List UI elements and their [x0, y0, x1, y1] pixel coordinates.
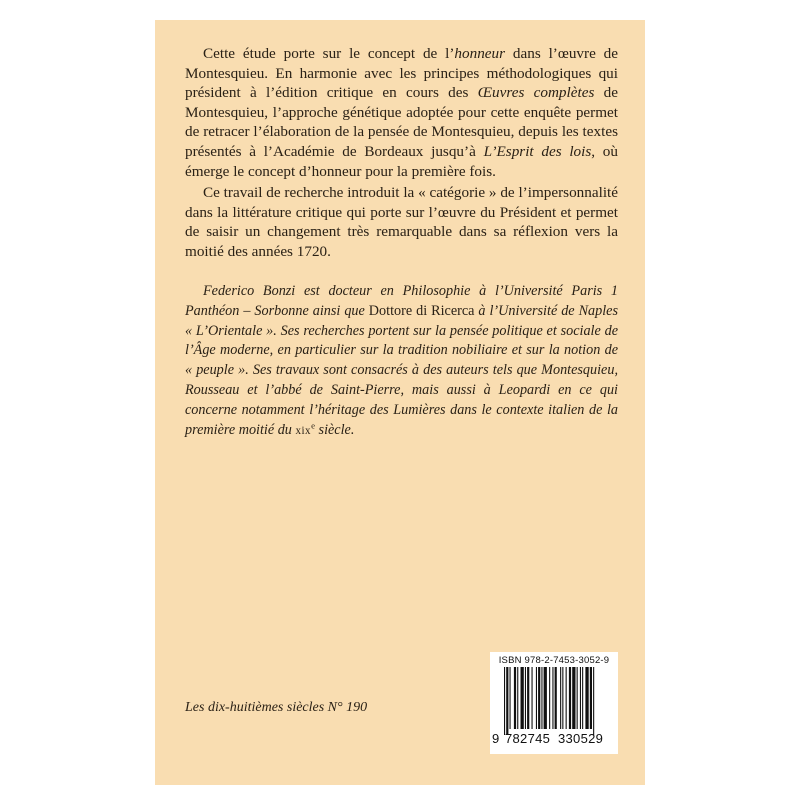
barcode-bar	[538, 667, 540, 729]
barcode-bar	[527, 667, 529, 729]
barcode-bar	[593, 667, 594, 735]
barcode-bar	[572, 667, 575, 729]
barcode-digits-right: 330529	[558, 731, 604, 746]
isbn-barcode	[490, 652, 618, 754]
barcode-bar	[560, 667, 561, 729]
barcode-bars	[494, 667, 614, 737]
barcode-bar	[582, 667, 583, 729]
barcode-bar	[536, 667, 537, 729]
barcode-bar	[555, 667, 557, 729]
barcode-bar	[525, 667, 526, 729]
abstract-paragraph-2: Ce travail de recherche introduit la « catégorie » de l’impersonnalité dans la littérature critique qui porte sur l’œuvre du Président et permet de saisir un changement très remarquable dans sa réflexion vers la moitié des années 1720.	[185, 184, 618, 260]
barcode-bar	[504, 667, 505, 735]
barcode-bar	[577, 667, 578, 729]
back-cover	[155, 20, 645, 785]
series-title: Les dix-huitièmes siècles N° 190	[185, 700, 368, 715]
abstract-paragraph-1: Cette étude porte sur le concept de l’honneur dans l’œuvre de Montesquieu. En harmonie avec les principes méthodologiques qui président à l’édition critique en cours des Œuvres complètes de Montesquieu, l’approche génétique adoptée pour cette enquête permet de retracer l’élaboration de la pensée de Montesquieu, depuis les textes présentés à l’Académie de Bordeaux jusqu’à L’Esprit des lois, où émerge le concept d’honneur pour la première fois.	[185, 45, 618, 180]
barcode-bar	[521, 667, 524, 729]
barcode-bar	[514, 667, 516, 729]
barcode-bar	[549, 667, 550, 729]
barcode-bar	[585, 667, 588, 729]
barcode-bar	[506, 667, 508, 735]
isbn-label: ISBN 978-2-7453-3052-9	[498, 655, 610, 666]
barcode-bar	[552, 667, 553, 729]
barcode-bar	[590, 667, 592, 729]
barcode-bar	[510, 667, 511, 729]
barcode-bar	[566, 667, 567, 729]
barcode-digit-first: 9	[492, 731, 500, 746]
barcode-bar	[569, 667, 571, 729]
barcode-bar	[580, 667, 581, 729]
author-bio: Federico Bonzi est docteur en Philosophie à l’Université Paris 1 Panthéon – Sorbonne ainsi que Dottore di Ricerca à l’Université de Naples « L’Orientale ». Ses recherches portent sur la pensée politique et sociale de l’Âge moderne, en particulier sur la tradition nobiliaire et sur la notion de « peuple ». Ses travaux sont consacrés à des auteurs tels que Montesquieu, Rousseau et l’abbé de Saint-Pierre, mais aussi à Leopardi en ce qui concerne notamment l’héritage des Lumières dans le contexte italien de la première moitié du xix$^e$ siècle.	[185, 283, 618, 438]
barcode-bar	[532, 667, 533, 729]
barcode-bar	[517, 667, 518, 729]
barcode-bar	[541, 667, 542, 729]
abstract	[185, 44, 618, 262]
barcode-bar	[562, 667, 563, 729]
barcode-digits-left: 782745	[505, 731, 551, 746]
barcode-bar	[544, 667, 547, 729]
